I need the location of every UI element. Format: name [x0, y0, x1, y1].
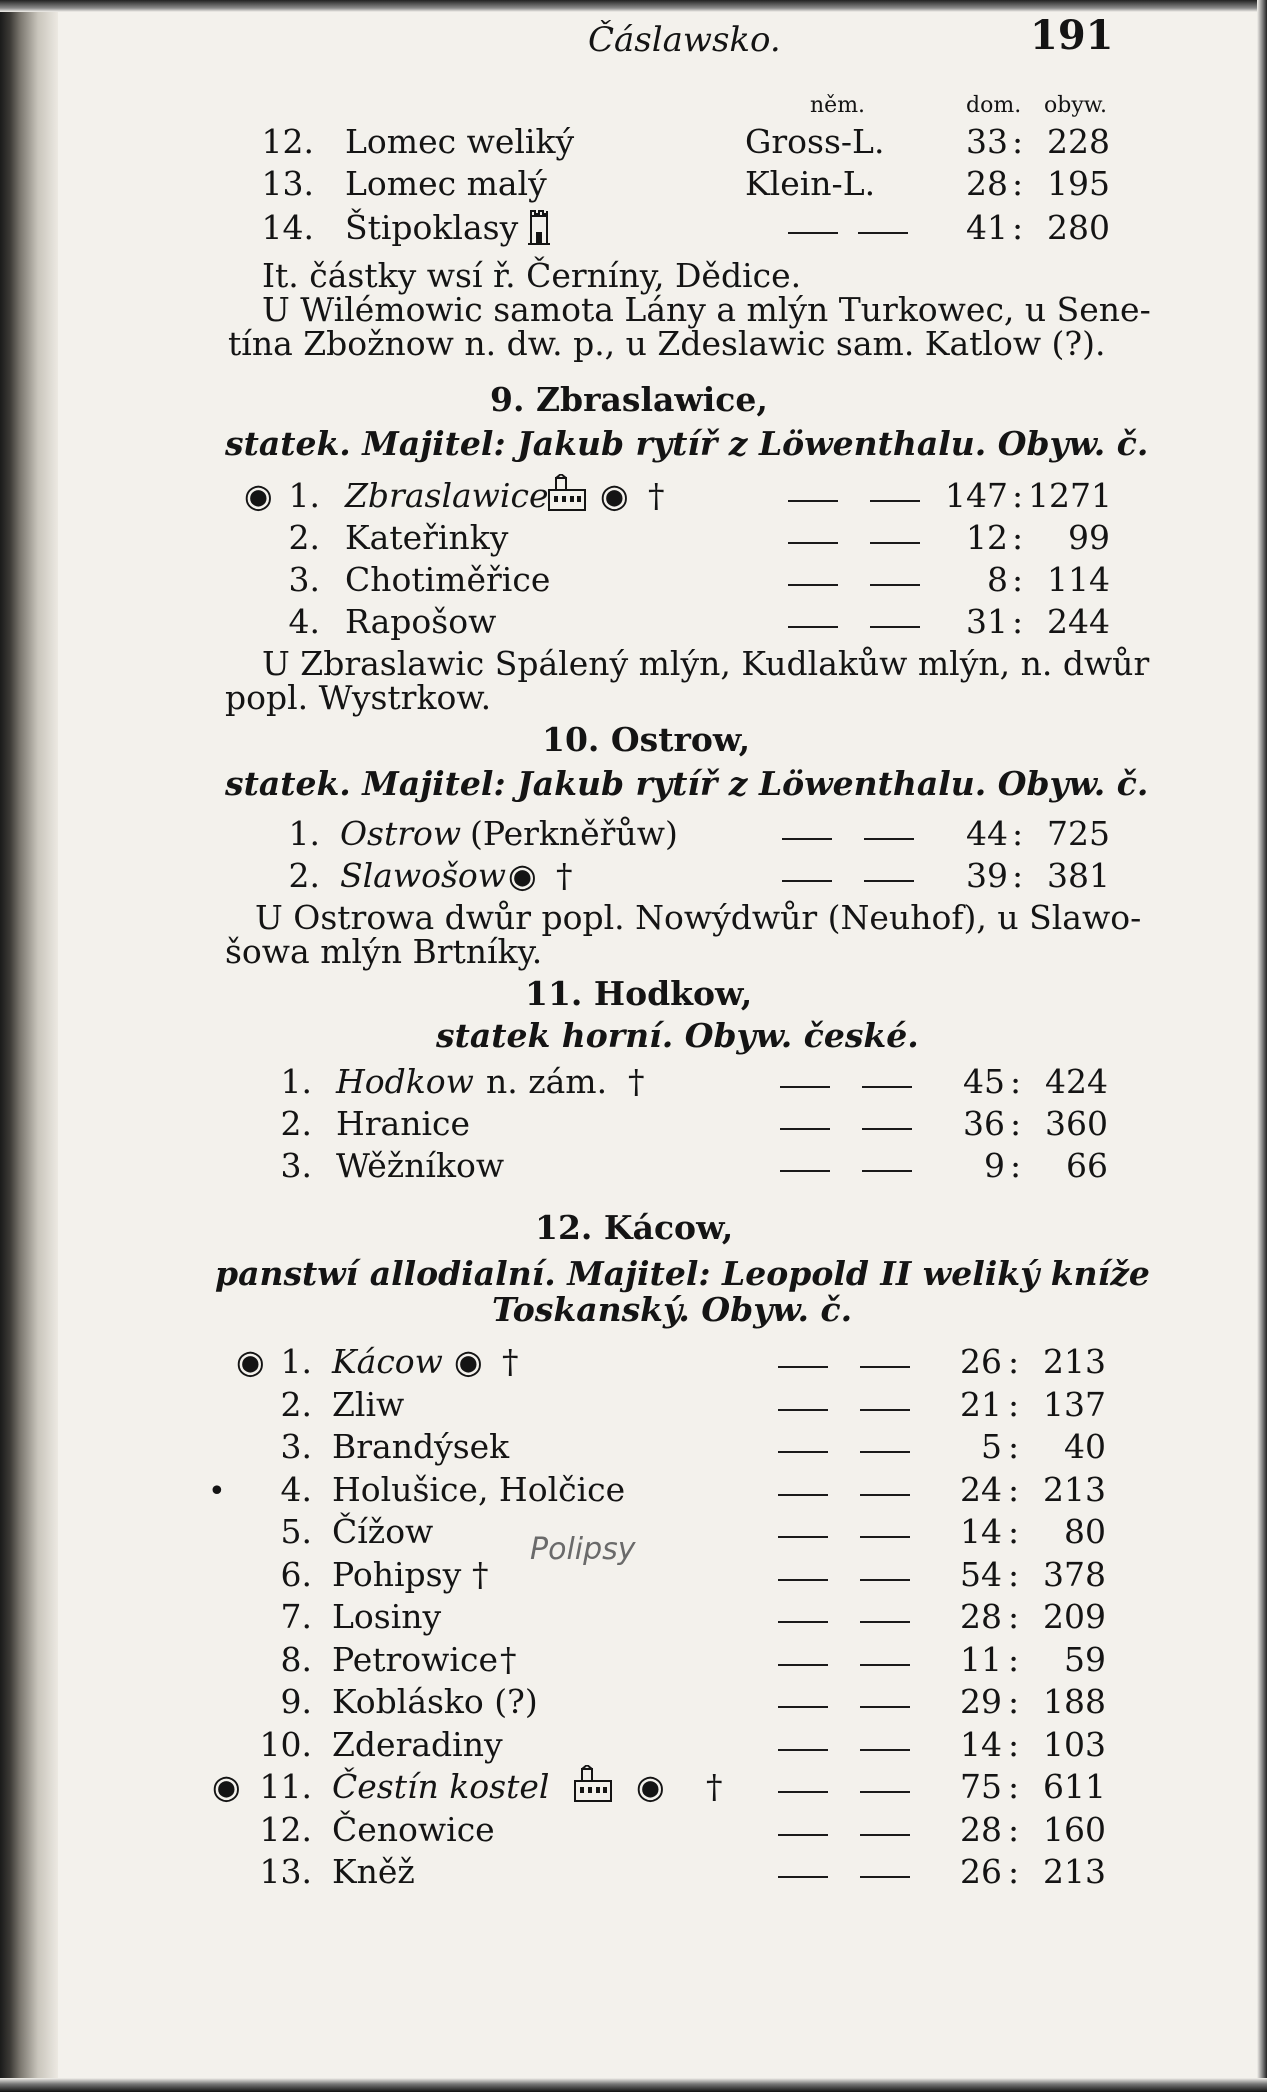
section-heading: 11. Hodkow,: [525, 974, 753, 1013]
cross-icon: †: [500, 1640, 517, 1679]
column-header-obyw: obyw.: [1044, 93, 1107, 118]
page-top-edge: [0, 0, 1267, 12]
population-count: 381: [1047, 856, 1110, 895]
section-subtitle: statek horní. Obyw. české.: [436, 1016, 919, 1055]
row-number: 1.: [280, 1062, 312, 1101]
german-name: Klein-L.: [745, 164, 876, 203]
row-number: 9.: [280, 1682, 312, 1721]
village-name: Rapošow: [345, 602, 497, 641]
row-number: 12.: [261, 122, 314, 161]
population-count: 213: [1043, 1852, 1106, 1891]
houses-count: 9: [984, 1146, 1005, 1185]
row-number: 2.: [288, 856, 320, 895]
row-number: 14.: [261, 208, 314, 247]
cross-icon: †: [648, 476, 665, 515]
population-count: 137: [1043, 1385, 1106, 1424]
page-right-edge: [1257, 0, 1267, 2092]
target-icon: ◉: [454, 1342, 483, 1381]
section-heading: 9. Zbraslawice,: [490, 380, 768, 419]
village-name: Čenowice: [332, 1810, 495, 1849]
row-number: 1.: [288, 814, 320, 853]
houses-count: 75: [960, 1767, 1002, 1806]
village-name: Lomec weliký: [345, 122, 575, 161]
population-count: 360: [1045, 1104, 1108, 1143]
population-count: 1271: [1028, 476, 1112, 515]
dash-separator: [778, 1536, 828, 1538]
population-count: 209: [1043, 1597, 1106, 1636]
section-subtitle: statek. Majitel: Jakub rytíř z Löwenthalu. Obyw. č.: [225, 764, 1149, 803]
target-icon: ◉: [236, 1342, 265, 1381]
houses-count: 12: [966, 518, 1008, 557]
houses-count: 45: [963, 1062, 1005, 1101]
village-name: Zderadiny: [332, 1725, 503, 1764]
dash-separator: [778, 1664, 828, 1666]
row-number: 2.: [280, 1385, 312, 1424]
village-name: Čestín kostel: [332, 1767, 550, 1806]
houses-count: 11: [960, 1640, 1002, 1679]
population-count: 280: [1047, 208, 1110, 247]
village-name: Čížow: [332, 1512, 434, 1551]
row-number: 8.: [280, 1640, 312, 1679]
colon-separator: :: [1008, 1640, 1020, 1679]
colon-separator: :: [1008, 1555, 1020, 1594]
dash-separator: [778, 1706, 828, 1708]
houses-count: 21: [960, 1385, 1002, 1424]
handwritten-annotation: Polipsy: [530, 1532, 636, 1567]
dash-separator: [778, 1366, 828, 1368]
row-number: 4.: [288, 602, 320, 641]
village-name: Brandýsek: [332, 1427, 510, 1466]
population-count: 378: [1043, 1555, 1106, 1594]
colon-separator: :: [1008, 1342, 1020, 1381]
dash-separator: [778, 1579, 828, 1581]
village-name: Ostrow: [340, 814, 462, 853]
village-name: Petrowice: [332, 1640, 498, 1679]
houses-count: 31: [966, 602, 1008, 641]
target-icon: ◉: [212, 1767, 241, 1806]
note-line: It. částky wsí ř. Černíny, Dědice.: [262, 256, 802, 295]
houses-count: 147: [945, 476, 1008, 515]
castle-icon: [546, 474, 588, 514]
target-icon: ◉: [508, 856, 537, 895]
dash-separator: [778, 1621, 828, 1623]
row-number: 7.: [280, 1597, 312, 1636]
section-subtitle: Toskanský. Obyw. č.: [492, 1290, 853, 1329]
population-count: 40: [1064, 1427, 1106, 1466]
population-count: 99: [1068, 518, 1110, 557]
row-number: 2.: [280, 1104, 312, 1143]
houses-count: 26: [960, 1852, 1002, 1891]
row-number: 5.: [280, 1512, 312, 1551]
running-header: Čáslawsko.: [588, 20, 781, 60]
target-icon: ◉: [636, 1767, 665, 1806]
village-name: Losiny: [332, 1597, 442, 1636]
column-header-nem: něm.: [810, 93, 866, 118]
houses-count: 24: [960, 1470, 1002, 1509]
row-number: 3.: [280, 1427, 312, 1466]
houses-count: 8: [987, 560, 1008, 599]
page-fold-shadow: [0, 0, 58, 2092]
section-subtitle: panstwí allodialní. Majitel: Leopold II weliký kníže: [215, 1254, 1150, 1293]
tower-icon: [524, 208, 554, 248]
houses-count: 44: [966, 814, 1008, 853]
village-name: Kateřinky: [345, 518, 509, 557]
row-number: 13.: [259, 1852, 312, 1891]
dash-separator: [778, 1749, 828, 1751]
note-line: popl. Wystrkow.: [225, 678, 492, 717]
section-heading: 10. Ostrow,: [542, 720, 751, 759]
dash-separator: [778, 1876, 828, 1878]
population-count: 725: [1047, 814, 1110, 853]
note-line: U Zbraslawic Spálený mlýn, Kudlakůw mlýn, n. dwůr: [262, 644, 1150, 683]
houses-count: 26: [960, 1342, 1002, 1381]
cross-icon: †: [706, 1767, 723, 1806]
village-name: Wěžníkow: [336, 1146, 505, 1185]
village-name: Slawošow: [340, 856, 506, 895]
village-name: Pohipsy: [332, 1555, 462, 1594]
houses-count: 39: [966, 856, 1008, 895]
colon-separator: :: [1008, 1385, 1020, 1424]
cross-icon: †: [472, 1555, 489, 1594]
dash-separator: [778, 1834, 828, 1836]
colon-separator: :: [1008, 1767, 1020, 1806]
population-count: 244: [1047, 602, 1110, 641]
houses-count: 5: [981, 1427, 1002, 1466]
castle-icon: [572, 1765, 614, 1805]
village-name: Hodkow: [336, 1062, 474, 1101]
page-bottom-edge: [0, 2078, 1267, 2092]
row-number: 3.: [280, 1146, 312, 1185]
cross-icon: †: [502, 1342, 519, 1381]
village-note: n. zám.: [486, 1062, 608, 1101]
population-count: 228: [1047, 122, 1110, 161]
note-line: šowa mlýn Brtníky.: [225, 932, 543, 971]
dash-separator: [778, 1451, 828, 1453]
village-name: Kácow: [332, 1342, 443, 1381]
note-line: tína Zbožnow n. dw. p., u Zdeslawic sam. Katlow (?).: [228, 324, 1106, 363]
dash-separator: [778, 1791, 828, 1793]
colon-separator: :: [1008, 1470, 1020, 1509]
note-line: U Wilémowic samota Lány a mlýn Turkowec, u Sene-: [262, 290, 1151, 329]
population-count: 213: [1043, 1342, 1106, 1381]
population-count: 66: [1066, 1146, 1108, 1185]
colon-separator: :: [1008, 1512, 1020, 1551]
colon-separator: :: [1008, 1682, 1020, 1721]
bullet-mark: •: [208, 1474, 226, 1509]
population-count: 160: [1043, 1810, 1106, 1849]
population-count: 188: [1043, 1682, 1106, 1721]
houses-count: 14: [960, 1512, 1002, 1551]
village-name: Zliw: [332, 1385, 405, 1424]
population-count: 424: [1045, 1062, 1108, 1101]
village-name: Lomec malý: [345, 164, 547, 203]
cross-icon: †: [556, 856, 573, 895]
row-number: 13.: [261, 164, 314, 203]
column-header-dom: dom.: [966, 93, 1022, 118]
row-number: 2.: [288, 518, 320, 557]
houses-count: 54: [960, 1555, 1002, 1594]
cross-icon: †: [628, 1062, 645, 1101]
target-icon: ◉: [244, 476, 273, 515]
village-name: Hranice: [336, 1104, 471, 1143]
village-name: Holušice, Holčice: [332, 1470, 626, 1509]
colon-separator: :: [1008, 1725, 1020, 1764]
section-heading: 12. Kácow,: [535, 1208, 734, 1247]
note-line: U Ostrowa dwůr popl. Nowýdwůr (Neuhof), u Slawo-: [255, 898, 1142, 937]
village-name: Koblásko (?): [332, 1682, 538, 1721]
row-number: 6.: [280, 1555, 312, 1594]
houses-count: 36: [963, 1104, 1005, 1143]
population-count: 114: [1047, 560, 1110, 599]
row-number: 12.: [259, 1810, 312, 1849]
village-name: Zbraslawice: [345, 476, 549, 515]
houses-count: 41: [966, 208, 1008, 247]
population-count: 103: [1043, 1725, 1106, 1764]
colon-separator: :: [1008, 1427, 1020, 1466]
colon-separator: :: [1008, 1597, 1020, 1636]
dash-separator: [778, 1409, 828, 1411]
row-number: 4.: [280, 1470, 312, 1509]
row-number: 1.: [288, 476, 320, 515]
houses-count: 28: [960, 1810, 1002, 1849]
houses-count: 33: [966, 122, 1008, 161]
population-count: 195: [1047, 164, 1110, 203]
target-icon: ◉: [600, 476, 629, 515]
colon-separator: :: [1008, 1810, 1020, 1849]
village-name: Štipoklasy: [345, 208, 519, 247]
row-number: 3.: [288, 560, 320, 599]
village-name: Chotiměřice: [345, 560, 551, 599]
population-count: 213: [1043, 1470, 1106, 1509]
houses-count: 28: [960, 1597, 1002, 1636]
population-count: 611: [1043, 1767, 1106, 1806]
houses-count: 14: [960, 1725, 1002, 1764]
row-number: 1.: [280, 1342, 312, 1381]
population-count: 59: [1064, 1640, 1106, 1679]
german-name: Gross-L.: [745, 122, 885, 161]
houses-count: 28: [966, 164, 1008, 203]
village-alt-name: (Perkněřůw): [470, 814, 678, 853]
row-number: 11.: [259, 1767, 312, 1806]
population-count: 80: [1064, 1512, 1106, 1551]
village-name: Kněž: [332, 1852, 415, 1891]
houses-count: 29: [960, 1682, 1002, 1721]
scanned-page: Čáslawsko. 191 něm. dom. obyw. 12. Lomec weliký Gross-L. 33 : 228 13. Lomec malý Klein-L. 28 : 195 14. Štipoklasy 41 : 280 It. částky wsí ř. Černíny, Dědice. U Wilémowic samota Lány a mlýn Turkowec, u Sene- tína Zbožnow n. dw. p., u Zdeslawic sam. Katlow (?). 9. Zbraslawice, statek. Majitel: Jakub rytíř z Löwenthalu. Obyw. č. ◉ 1. Zbraslawice ◉ † 147 : 1271 2. Kateřinky 12 : 99 3. Chotiměřice 8 : 114 4. Rapošow 31 : 244 U Zbraslawic Spálený mlýn, Kudlakůw mlýn, n. dwůr popl. Wystrkow. 10. Ostrow, statek. Majitel: Jakub rytíř z Löwenthalu. Obyw. č. 1. Ostrow (Perkněřůw) 44 : 725 2. Slawošow ◉ † 39 : 381 U Ostrowa dwůr popl. Nowýdwůr (Neuhof), u Slawo- šowa mlýn Brtníky. 11. Hodkow, statek horní. Obyw. české. 1. Hodkow n. zám. † 45 : 424 2. Hranice 36 : 360 3. Wěžníkow 9 : 66 12. Kácow, panstwí allodialní. Majitel: Leopold II weliký kníže Toskanský. Obyw. č. 1. Kácow 26 : 213 2. Zliw 21 : 137 3. Brandýsek 5 : 40 4. Holušice, Holčice 24 : 213 5. Čížow 14 : 80 6. Pohipsy 54 : 378 7. Losiny 28 : 209 8. Petrowice 11 : 59 9. Koblásko (?) 29 : 188 10. Zderadiny 14 : 103 11. Čestín kostel 75 : 611 12. Čenowice 28 : 160 13. Kněž 26 : 213 ◉ ◉ † † † ◉ ◉ † Polipsy •: [0, 0, 1267, 2092]
colon-separator: :: [1008, 1852, 1020, 1891]
page-number: 191: [1030, 12, 1114, 59]
dash-separator: [778, 1494, 828, 1496]
section-subtitle: statek. Majitel: Jakub rytíř z Löwenthalu. Obyw. č.: [225, 424, 1149, 463]
row-number: 10.: [259, 1725, 312, 1764]
